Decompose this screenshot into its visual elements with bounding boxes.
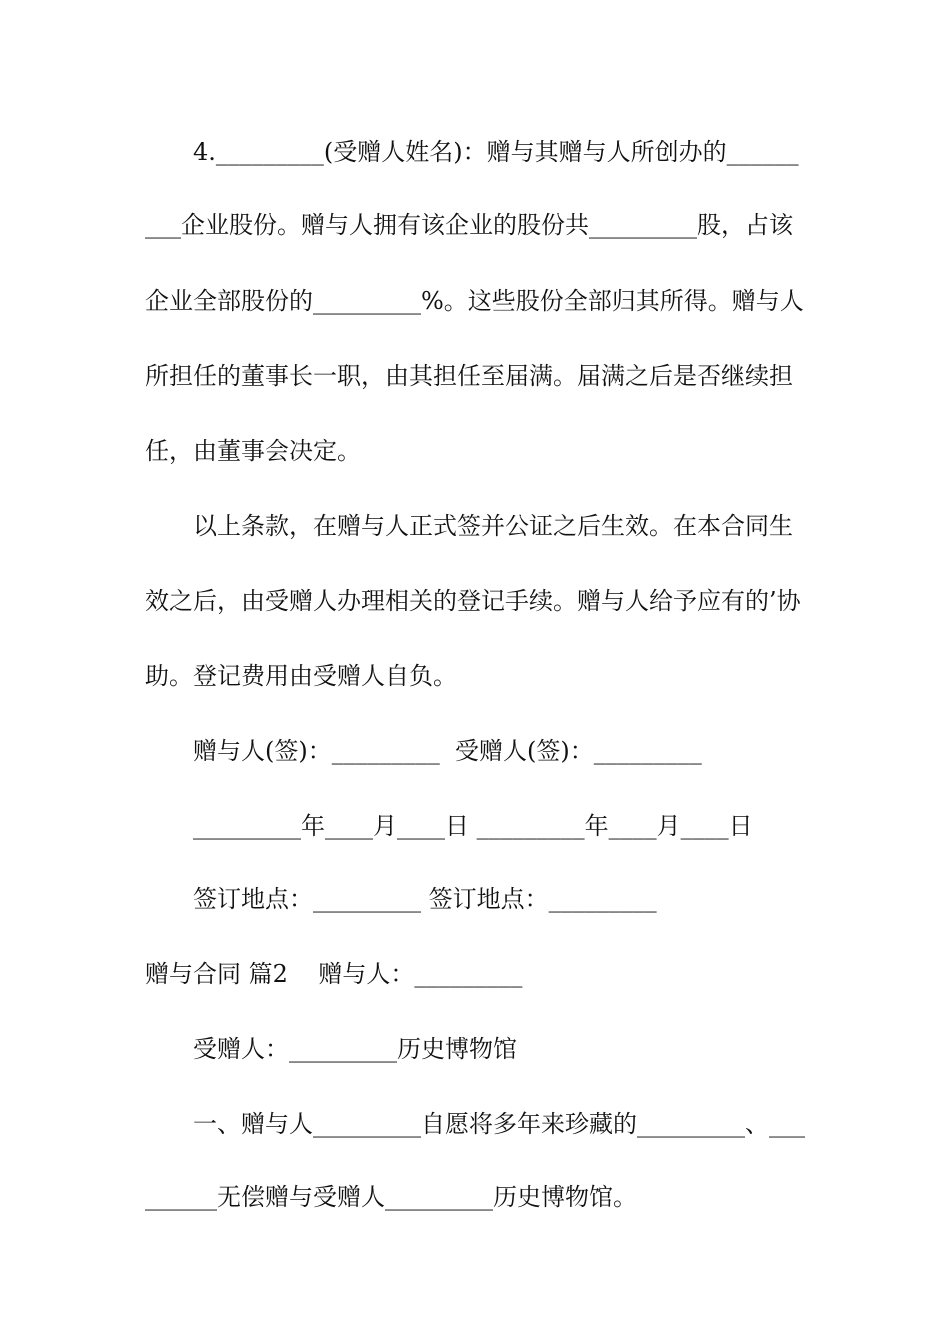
paragraph-line-2: ___企业股份。赠与人拥有该企业的股份共_________股，占该: [145, 211, 793, 239]
paragraph-line-4: 所担任的董事长一职，由其担任至届满。届满之后是否继续担: [145, 362, 793, 390]
clause-line-1: 一、赠与人_________自愿将多年来珍藏的_________、___: [193, 1110, 805, 1138]
contract-heading-line: 赠与合同 篇2 赠与人：_________: [145, 960, 523, 988]
signature-line: 赠与人(签)：_________ 受赠人(签)：_________: [193, 737, 702, 765]
paragraph-line-3: 企业全部股份的_________%。这些股份全部归其所得。赠与人: [145, 287, 804, 315]
signing-place-line: 签订地点：_________ 签订地点：_________: [193, 885, 657, 913]
date-line: _________年____月____日 _________年____月____日: [193, 812, 753, 840]
clause-line-2: ______无偿赠与受赠人_________历史博物馆。: [145, 1183, 637, 1211]
paragraph-line-8: 助。登记费用由受赠人自负。: [145, 662, 457, 690]
paragraph-line-7: 效之后，由受赠人办理相关的登记手续。赠与人给予应有的’协: [145, 587, 801, 615]
recipient-line: 受赠人：_________历史博物馆: [193, 1035, 517, 1063]
paragraph-line-5: 任，由董事会决定。: [145, 437, 361, 465]
paragraph-line-6: 以上条款，在赠与人正式签并公证之后生效。在本合同生: [193, 512, 793, 540]
paragraph-line-1: 4._________(受赠人姓名)：赠与其赠与人所创办的______: [193, 138, 799, 166]
